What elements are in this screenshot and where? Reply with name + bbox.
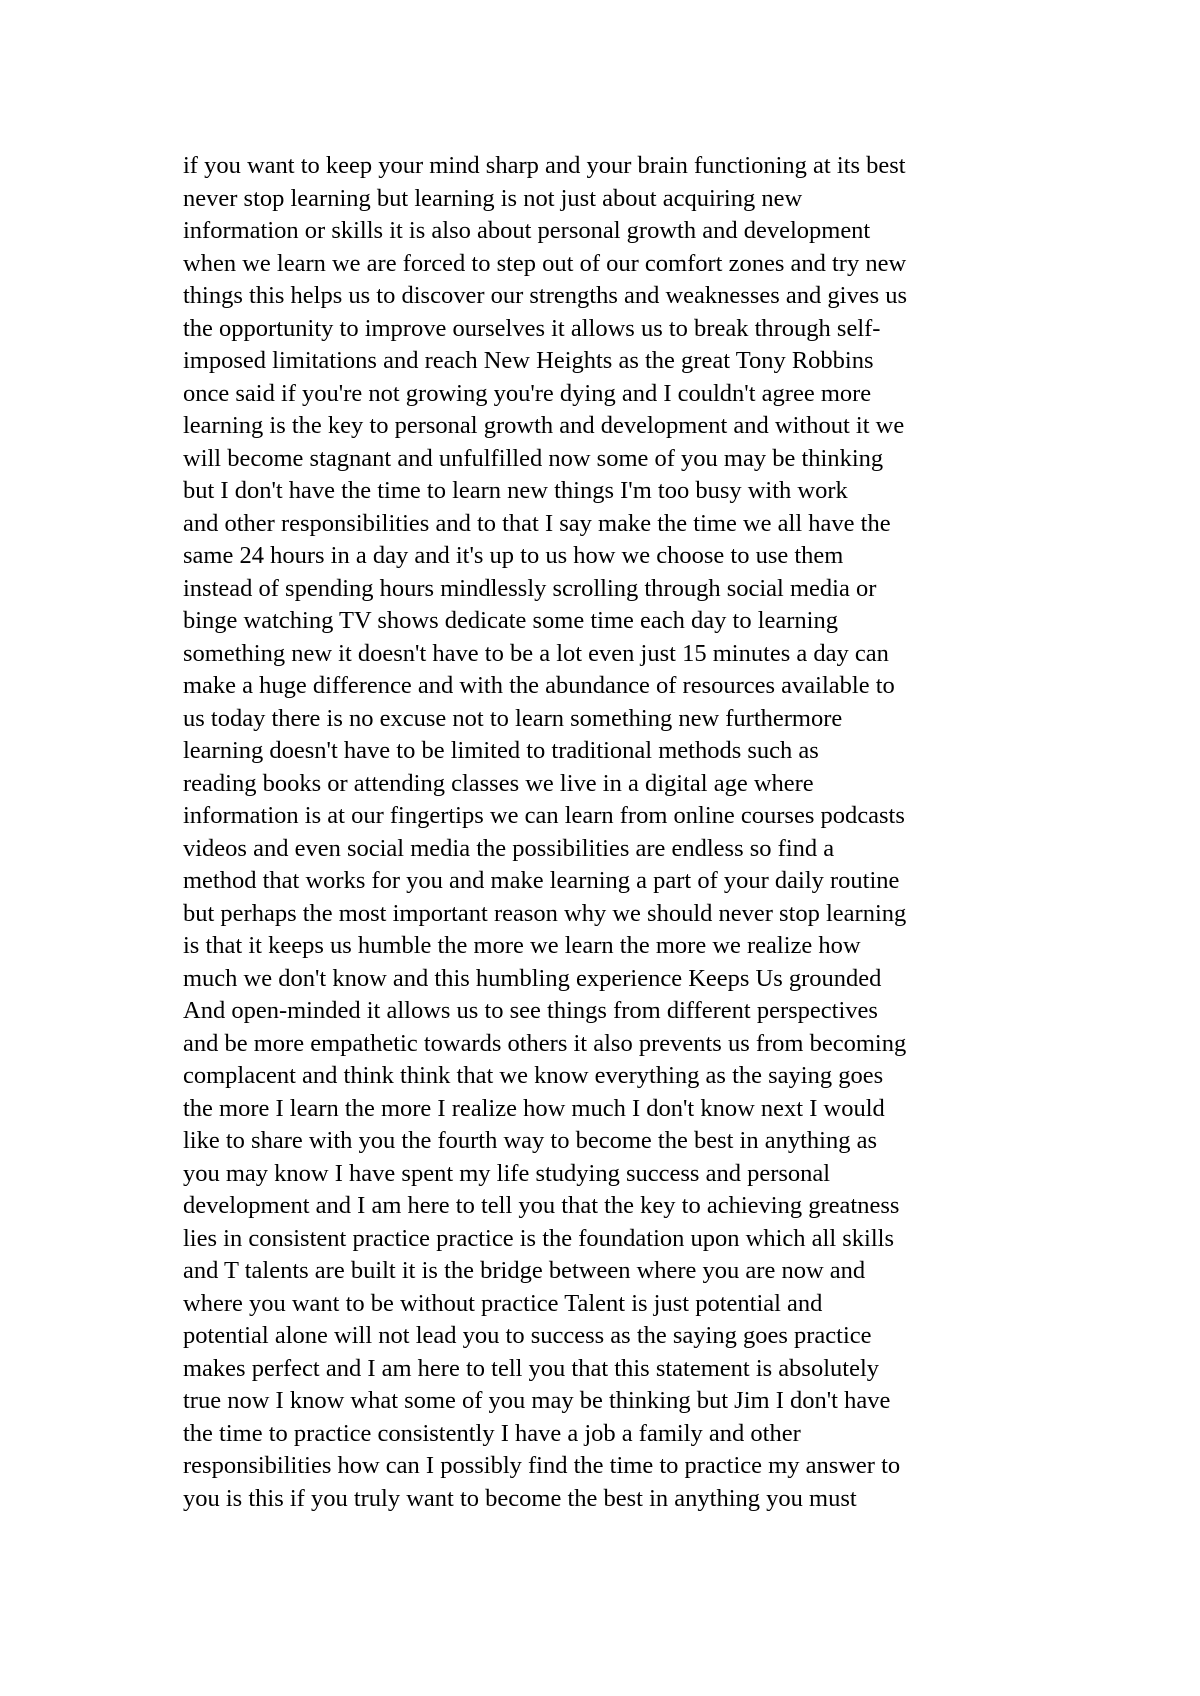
text-line: you is this if you truly want to become the best in anything you must (183, 1484, 857, 1512)
text-line: something new it doesn't have to be a lot even just 15 minutes a day can (183, 639, 889, 667)
text-line: when we learn we are forced to step out of our comfort zones and try new (183, 249, 907, 277)
text-line: potential alone will not lead you to success as the saying goes practice (183, 1322, 872, 1349)
text-line: binge watching TV shows dedicate some time each day to learning (183, 607, 838, 634)
text-line: learning doesn't have to be limited to traditional methods such as (183, 737, 819, 764)
text-line: the opportunity to improve ourselves it allows us to break through self- (183, 314, 881, 342)
text-line: information is at our fingertips we can learn from online courses podcasts (183, 802, 905, 829)
text-line: much we don't know and this humbling experience Keeps Us grounded (183, 964, 882, 992)
text-line: never stop learning but learning is not just about acquiring new (183, 184, 803, 212)
text-line: make a huge difference and with the abundance of resources available to (183, 672, 895, 699)
text-line: and be more empathetic towards others it also prevents us from becoming (183, 1029, 907, 1057)
text-line: lies in consistent practice practice is the foundation upon which all skills (183, 1224, 895, 1252)
text-line: instead of spending hours mindlessly scrolling through social media or (183, 574, 877, 602)
text-line: and T talents are built it is the bridge between where you are now and (183, 1257, 866, 1284)
text-line: learning is the key to personal growth and development and without it we (183, 412, 905, 439)
text-line: like to share with you the fourth way to become the best in anything as (183, 1127, 878, 1154)
text-line: but perhaps the most important reason why we should never stop learning (183, 899, 907, 927)
body-text (183, 150, 1063, 1515)
text-line: us today there is no excuse not to learn something new furthermore (183, 704, 843, 732)
text-line: will become stagnant and unfulfilled now some of you may be thinking (183, 444, 884, 472)
text-line: the more I learn the more I realize how much I don't know next I would (183, 1094, 885, 1122)
text-line: is that it keeps us humble the more we learn the more we realize how (183, 932, 861, 959)
text-line: if you want to keep your mind sharp and your brain functioning at its best (183, 152, 906, 179)
text-line: method that works for you and make learning a part of your daily routine (183, 867, 900, 894)
text-line: complacent and think think that we know everything as the saying goes (183, 1062, 884, 1089)
text-line: development and I am here to tell you that the key to achieving greatness (183, 1192, 900, 1219)
text-line: And open-minded it allows us to see things from different perspectives (183, 997, 878, 1024)
text-line: reading books or attending classes we live in a digital age where (183, 769, 814, 797)
text-line: videos and even social media the possibilities are endless so find a (183, 834, 835, 862)
text-line: things this helps us to discover our strengths and weaknesses and gives us (183, 282, 908, 309)
text-line: but I don't have the time to learn new things I'm too busy with work (183, 477, 848, 504)
text-line: same 24 hours in a day and it's up to us how we choose to use them (183, 542, 844, 569)
text-line: true now I know what some of you may be thinking but Jim I don't have (183, 1387, 891, 1414)
text-line: and other responsibilities and to that I say make the time we all have the (183, 509, 891, 537)
text-line: responsibilities how can I possibly find the time to practice my answer to (183, 1452, 901, 1479)
text-line: you may know I have spent my life studying success and personal (183, 1159, 831, 1187)
text-line: information or skills it is also about personal growth and development (183, 217, 871, 244)
text-line: the time to practice consistently I have a job a family and other (183, 1419, 801, 1447)
text-line: imposed limitations and reach New Heights as the great Tony Robbins (183, 347, 874, 374)
text-line: makes perfect and I am here to tell you that this statement is absolutely (183, 1354, 880, 1382)
text-line: once said if you're not growing you're dying and I couldn't agree more (183, 379, 872, 407)
text-line: where you want to be without practice Talent is just potential and (183, 1289, 823, 1317)
